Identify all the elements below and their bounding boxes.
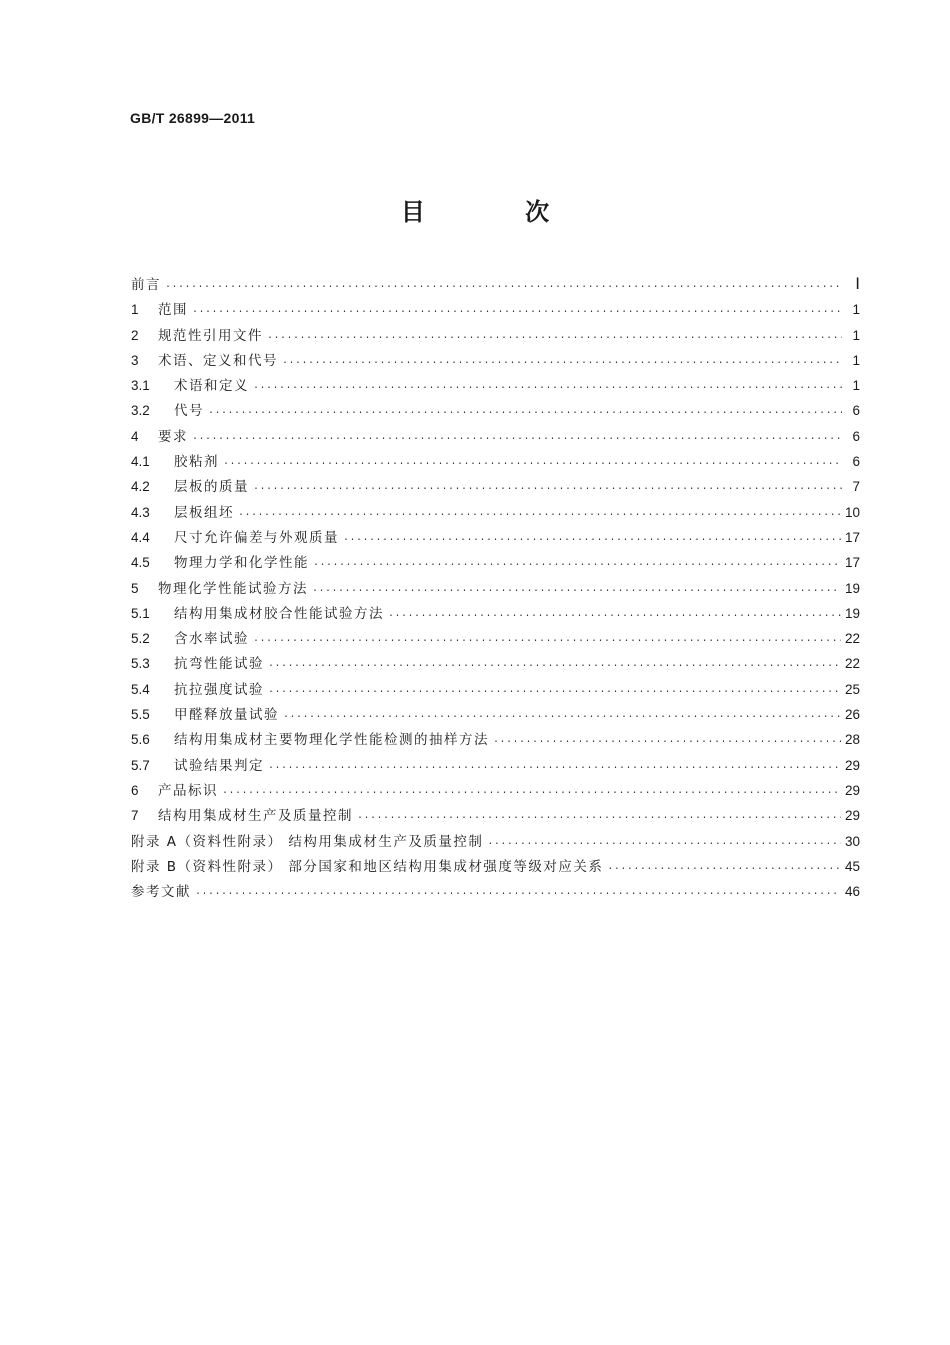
toc-entry-page: 6 xyxy=(852,428,860,444)
toc-entry-page: 30 xyxy=(844,833,860,849)
toc-dot-leader xyxy=(192,300,842,325)
toc-dot-leader xyxy=(195,882,841,907)
toc-entry-page: 17 xyxy=(844,555,860,571)
toc-dot-leader xyxy=(238,503,841,528)
toc-entry-number: 5 xyxy=(131,580,139,596)
toc-entry-page: 10 xyxy=(844,504,860,520)
toc-entry-label: 范围 xyxy=(158,302,188,319)
toc-entry-number: 5.4 xyxy=(131,681,150,697)
toc-entry-page: 26 xyxy=(844,707,860,723)
toc-entry-label: 附录 B（资料性附录） 部分国家和地区结构用集成材强度等级对应关系 xyxy=(131,858,604,875)
toc-entry-number: 5.3 xyxy=(131,656,150,672)
toc-entry-label: 产品标识 xyxy=(158,782,218,799)
toc-entry[interactable] xyxy=(131,829,860,854)
toc-entry-page: 29 xyxy=(844,808,860,824)
toc-entry[interactable] xyxy=(131,854,860,879)
toc-entry-number: 5.2 xyxy=(131,631,150,647)
toc-entry-page: 1 xyxy=(852,378,860,394)
toc-entry[interactable] xyxy=(131,373,860,398)
toc-dot-leader xyxy=(283,705,841,730)
toc-entry[interactable] xyxy=(131,550,860,575)
toc-dot-leader xyxy=(388,604,841,629)
toc-entry-number: 3.2 xyxy=(131,403,150,419)
toc-entry-number: 7 xyxy=(131,808,139,824)
toc-entry-page: 22 xyxy=(844,656,860,672)
toc-entry-page: 45 xyxy=(844,858,860,874)
toc-entry-number: 6 xyxy=(131,782,139,798)
toc-entry-number: 4.5 xyxy=(131,555,150,571)
toc-entry-page: 6 xyxy=(852,454,860,470)
toc-dot-leader xyxy=(357,806,841,831)
toc-entry-label: 试验结果判定 xyxy=(174,757,264,774)
toc-entry-page: 29 xyxy=(844,757,860,773)
toc-entry[interactable] xyxy=(131,601,860,626)
toc-entry-label: 物理力学和化学性能 xyxy=(174,555,309,572)
toc-entry-page: Ⅰ xyxy=(855,276,860,293)
toc-dot-leader xyxy=(192,427,842,452)
toc-entry[interactable] xyxy=(131,398,860,423)
toc-dot-leader xyxy=(222,781,841,806)
toc-dot-leader xyxy=(487,832,841,857)
toc-entry[interactable] xyxy=(131,424,860,449)
toc-dot-leader xyxy=(343,528,841,553)
toc-entry-label: 术语和定义 xyxy=(174,378,249,395)
toc-entry[interactable] xyxy=(131,702,860,727)
toc-entry-page: 25 xyxy=(844,681,860,697)
toc-entry-label: 前言 xyxy=(131,277,161,293)
toc-entry-label: 物理化学性能试验方法 xyxy=(158,580,308,597)
toc-entry-label: 代号 xyxy=(174,403,204,420)
toc-dot-leader xyxy=(282,351,842,376)
toc-entry-number: 2 xyxy=(131,327,139,343)
toc-entry-number: 5.1 xyxy=(131,605,150,621)
toc-dot-leader xyxy=(493,730,841,755)
toc-entry[interactable] xyxy=(131,474,860,499)
toc-entry-page: 1 xyxy=(852,327,860,343)
toc-entry-page: 1 xyxy=(852,352,860,368)
toc-entry[interactable] xyxy=(131,525,860,550)
toc-entry-number: 5.5 xyxy=(131,707,150,723)
toc-entry-number: 4.1 xyxy=(131,454,150,470)
toc-entry[interactable] xyxy=(131,651,860,676)
toc-dot-leader xyxy=(253,376,842,401)
toc-entry[interactable] xyxy=(131,500,860,525)
toc-dot-leader xyxy=(253,629,841,654)
toc-entry-page: 19 xyxy=(844,605,860,621)
page-title: 目 次 xyxy=(400,198,596,226)
toc-entry-page: 22 xyxy=(844,631,860,647)
toc-dot-leader xyxy=(607,857,841,882)
toc-entry-page: 28 xyxy=(844,732,860,748)
toc-entry-label: 参考文献 xyxy=(131,884,191,901)
toc-entry-label: 术语、定义和代号 xyxy=(158,352,278,369)
toc-entry-label: 胶粘剂 xyxy=(174,454,219,471)
toc-entry-number: 4.3 xyxy=(131,504,150,520)
toc-entry-label: 抗弯性能试验 xyxy=(174,656,264,673)
toc-entry-number: 5.6 xyxy=(131,732,150,748)
standard-code: GB/T 26899—2011 xyxy=(130,110,256,126)
toc-entry-label: 尺寸允许偏差与外观质量 xyxy=(174,529,339,546)
toc-entry[interactable] xyxy=(131,348,860,373)
toc-dot-leader xyxy=(313,553,841,578)
toc-dot-leader xyxy=(253,477,842,502)
toc-entry[interactable] xyxy=(131,272,860,297)
toc-entry-label: 规范性引用文件 xyxy=(158,327,263,344)
toc-entry-page: 19 xyxy=(844,580,860,596)
toc-entry[interactable] xyxy=(131,323,860,348)
toc-entry-number: 3 xyxy=(131,352,139,368)
toc-entry-label: 层板的质量 xyxy=(174,479,249,496)
toc-entry-label: 含水率试验 xyxy=(174,631,249,648)
toc-entry-number: 4 xyxy=(131,428,139,444)
toc-entry-label: 结构用集成材胶合性能试验方法 xyxy=(174,605,384,622)
toc-dot-leader xyxy=(165,275,842,300)
toc-entry-page: 46 xyxy=(844,884,860,900)
toc-entry-number: 1 xyxy=(131,302,139,318)
toc-entry-number: 5.7 xyxy=(131,757,150,773)
toc-entry-page: 29 xyxy=(844,782,860,798)
toc-entry[interactable] xyxy=(131,677,860,702)
toc-entry[interactable] xyxy=(131,626,860,651)
toc-entry-label: 抗拉强度试验 xyxy=(174,681,264,698)
toc-entry[interactable] xyxy=(131,753,860,778)
toc-dot-leader xyxy=(312,579,841,604)
toc-entry[interactable] xyxy=(131,297,860,322)
toc-entry-label: 结构用集成材主要物理化学性能检测的抽样方法 xyxy=(174,732,489,749)
table-of-contents xyxy=(131,272,860,904)
toc-entry-page: 17 xyxy=(844,529,860,545)
toc-entry-number: 3.1 xyxy=(131,378,150,394)
toc-dot-leader xyxy=(268,756,841,781)
toc-entry-label: 结构用集成材生产及质量控制 xyxy=(158,808,353,825)
toc-entry-label: 附录 A（资料性附录） 结构用集成材生产及质量控制 xyxy=(131,833,484,850)
toc-entry-number: 4.2 xyxy=(131,479,150,495)
toc-entry-number: 4.4 xyxy=(131,529,150,545)
toc-entry[interactable] xyxy=(131,879,860,904)
toc-dot-leader xyxy=(267,326,842,351)
toc-entry-page: 1 xyxy=(852,302,860,318)
toc-dot-leader xyxy=(268,680,841,705)
toc-dot-leader xyxy=(223,452,842,477)
toc-entry[interactable] xyxy=(131,778,860,803)
toc-entry-label: 层板组坯 xyxy=(174,504,234,521)
toc-dot-leader xyxy=(268,654,841,679)
toc-entry-page: 6 xyxy=(852,403,860,419)
toc-dot-leader xyxy=(208,401,842,426)
toc-entry[interactable] xyxy=(131,727,860,752)
toc-entry[interactable] xyxy=(131,576,860,601)
toc-entry-label: 甲醛释放量试验 xyxy=(174,707,279,724)
toc-entry[interactable] xyxy=(131,803,860,828)
toc-entry-page: 7 xyxy=(852,479,860,495)
toc-entry-label: 要求 xyxy=(158,428,188,445)
toc-entry[interactable] xyxy=(131,449,860,474)
